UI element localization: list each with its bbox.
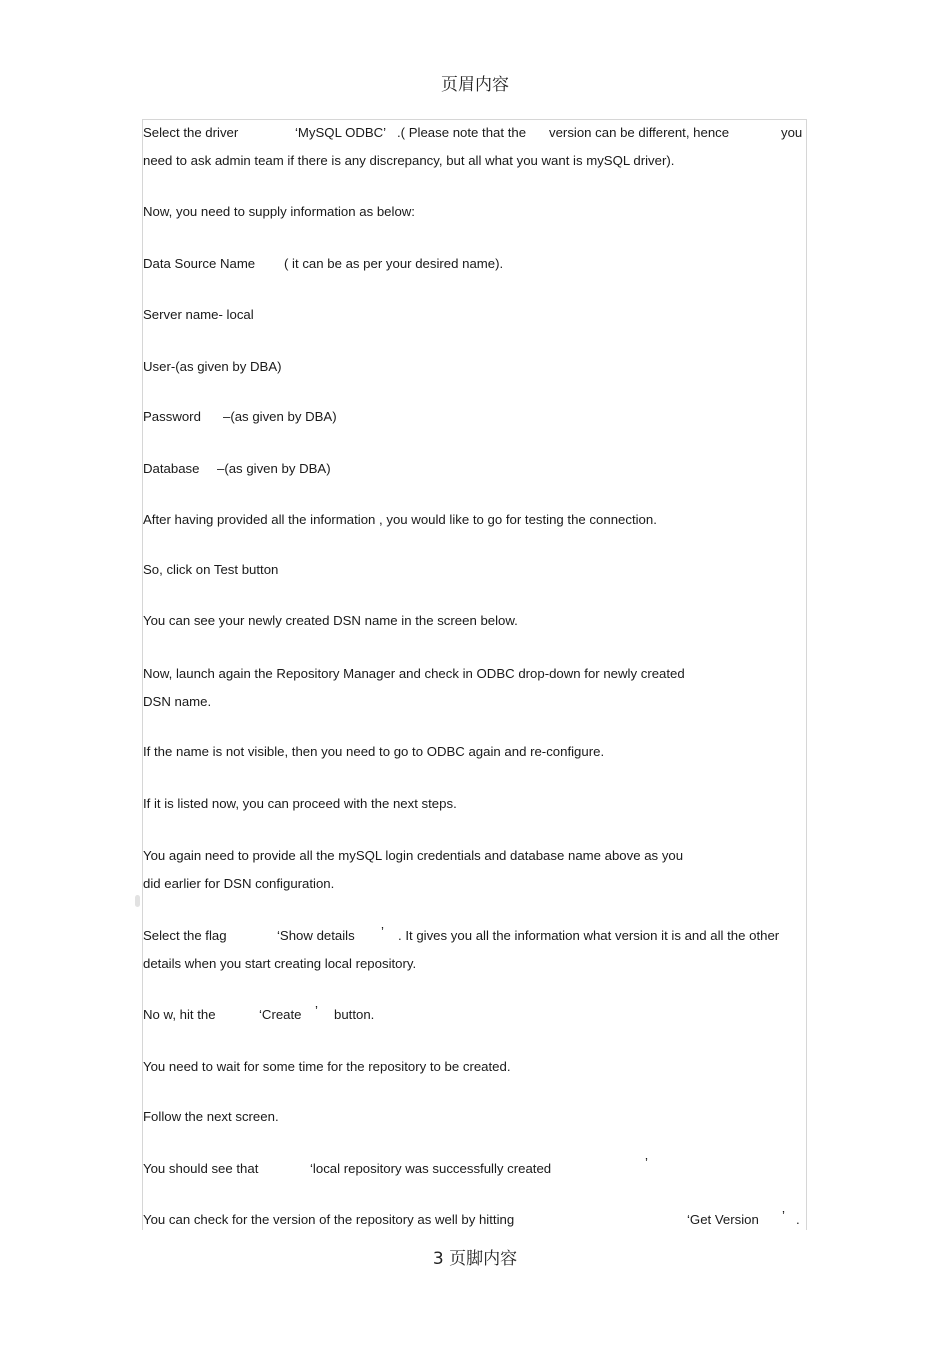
p8-text: After having provided all the information , you would like to go for testing the connection.	[143, 512, 657, 527]
p19-quote: ’	[645, 1155, 648, 1170]
p1-text-d: version can be different, hence	[549, 125, 730, 140]
p1-text-a: Select the driver	[143, 125, 239, 140]
margin-mark	[135, 895, 140, 907]
p20-period: .	[796, 1212, 800, 1227]
p1-driver-name: ‘MySQL ODBC’	[295, 125, 387, 140]
p20-text-a: You can check for the version of the repository as well by hitting	[143, 1212, 515, 1227]
p15-flag-name: ‘Show details	[277, 928, 355, 943]
p6-value: –(as given by DBA)	[223, 409, 337, 424]
p18-text: Follow the next screen.	[143, 1109, 279, 1124]
p5-text: User-(as given by DBA)	[143, 359, 282, 374]
p6-label: Password	[143, 409, 201, 424]
p14-line2: did earlier for DSN configuration.	[143, 876, 335, 891]
page-footer	[0, 1244, 950, 1269]
p1-text-e: you	[781, 125, 803, 140]
p13-text: If it is listed now, you can proceed with the next steps.	[143, 796, 457, 811]
p3-label: Data Source Name	[143, 256, 256, 271]
p2-text: Now, you need to supply information as below:	[143, 204, 415, 219]
p3-value: ( it can be as per your desired name).	[284, 256, 504, 271]
p4-text: Server name- local	[143, 307, 254, 322]
p17-text: You need to wait for some time for the repository to be created.	[143, 1059, 511, 1074]
p7-value: –(as given by DBA)	[217, 461, 331, 476]
p15-quote: ’	[381, 924, 384, 939]
p15-line2: details when you start creating local repository.	[143, 956, 417, 971]
p15-text-a: Select the flag	[143, 928, 227, 943]
footer-text: 页脚内容	[449, 1249, 518, 1269]
p19-message: ‘local repository was successfully created	[310, 1161, 552, 1176]
p12-text: If the name is not visible, then you need to go to ODBC again and re-configure.	[143, 744, 605, 759]
p1-line2: need to ask admin team if there is any discrepancy, but all what you want is mySQL driver).	[143, 153, 675, 168]
p20-button-name: ‘Get Version	[687, 1212, 759, 1227]
p11-line1: Now, launch again the Repository Manager and check in ODBC drop-down for newly created	[143, 666, 685, 681]
p16-text-d: button.	[334, 1007, 375, 1022]
p19-text-a: You should see that	[143, 1161, 259, 1176]
page-header: 页眉内容	[441, 75, 509, 95]
p16-text-a: No w, hit the	[143, 1007, 216, 1022]
p14-line1: You again need to provide all the mySQL login credentials and database name above as you	[143, 848, 684, 863]
p9-text: So, click on Test button	[143, 562, 279, 577]
p7-label: Database	[143, 461, 200, 476]
p20-quote: ’	[782, 1208, 785, 1223]
p16-button-name: ‘Create	[259, 1007, 302, 1022]
p11-line2: DSN name.	[143, 694, 212, 709]
p1-text-c: .( Please note that the	[397, 125, 527, 140]
p15-text-d: . It gives you all the information what version it is and all the other	[398, 928, 780, 943]
p16-quote: ’	[315, 1003, 318, 1018]
p10-text: You can see your newly created DSN name in the screen below.	[143, 613, 518, 628]
page-number: 3	[432, 1249, 444, 1269]
